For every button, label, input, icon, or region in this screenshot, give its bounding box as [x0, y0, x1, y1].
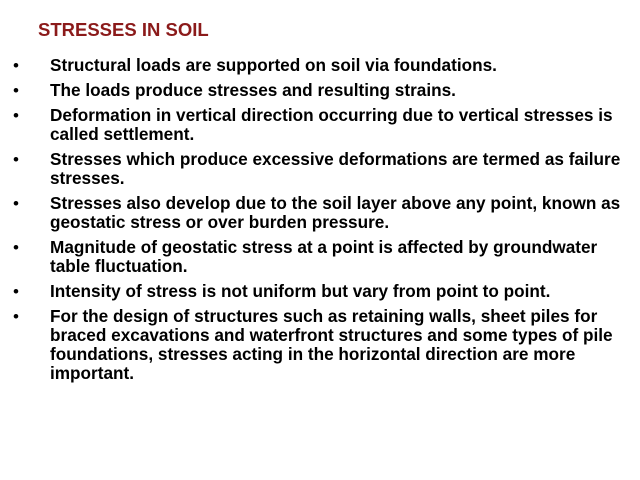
bullet-text: The loads produce stresses and resulting strains. — [50, 80, 456, 100]
bullet-text: Deformation in vertical direction occurring due to vertical stresses is called settlement. — [50, 105, 613, 144]
bullet-icon: • — [13, 238, 19, 257]
bullet-item-5 — [12, 194, 632, 232]
bullet-icon: • — [13, 307, 19, 326]
bullet-icon: • — [13, 194, 19, 213]
bullet-item-7 — [12, 282, 632, 301]
bullet-icon: • — [13, 282, 19, 301]
bullet-list — [12, 56, 632, 389]
bullet-text: Stresses which produce excessive deformations are termed as failure stresses. — [50, 149, 621, 188]
bullet-item-4 — [12, 150, 632, 188]
bullet-text: For the design of structures such as retaining walls, sheet piles for braced excavations and waterfront structures and some types of pile foundations, stresses acting in the horizontal direction are more important. — [50, 306, 613, 383]
bullet-text: Stresses also develop due to the soil layer above any point, known as geostatic stress or over burden pressure. — [50, 193, 621, 232]
bullet-item-1 — [12, 56, 632, 75]
bullet-item-2 — [12, 81, 632, 100]
bullet-icon: • — [13, 56, 19, 75]
bullet-item-6 — [12, 238, 632, 276]
bullet-text: Magnitude of geostatic stress at a point is affected by groundwater table fluctuation. — [50, 237, 598, 276]
bullet-item-3 — [12, 106, 632, 144]
bullet-icon: • — [13, 81, 19, 100]
bullet-icon: • — [13, 106, 19, 125]
bullet-item-8 — [12, 307, 632, 383]
bullet-text: Structural loads are supported on soil via foundations. — [50, 55, 497, 75]
bullet-icon: • — [13, 150, 19, 169]
bullet-text: Intensity of stress is not uniform but vary from point to point. — [50, 281, 551, 301]
slide-title: STRESSES IN SOIL — [38, 19, 209, 40]
